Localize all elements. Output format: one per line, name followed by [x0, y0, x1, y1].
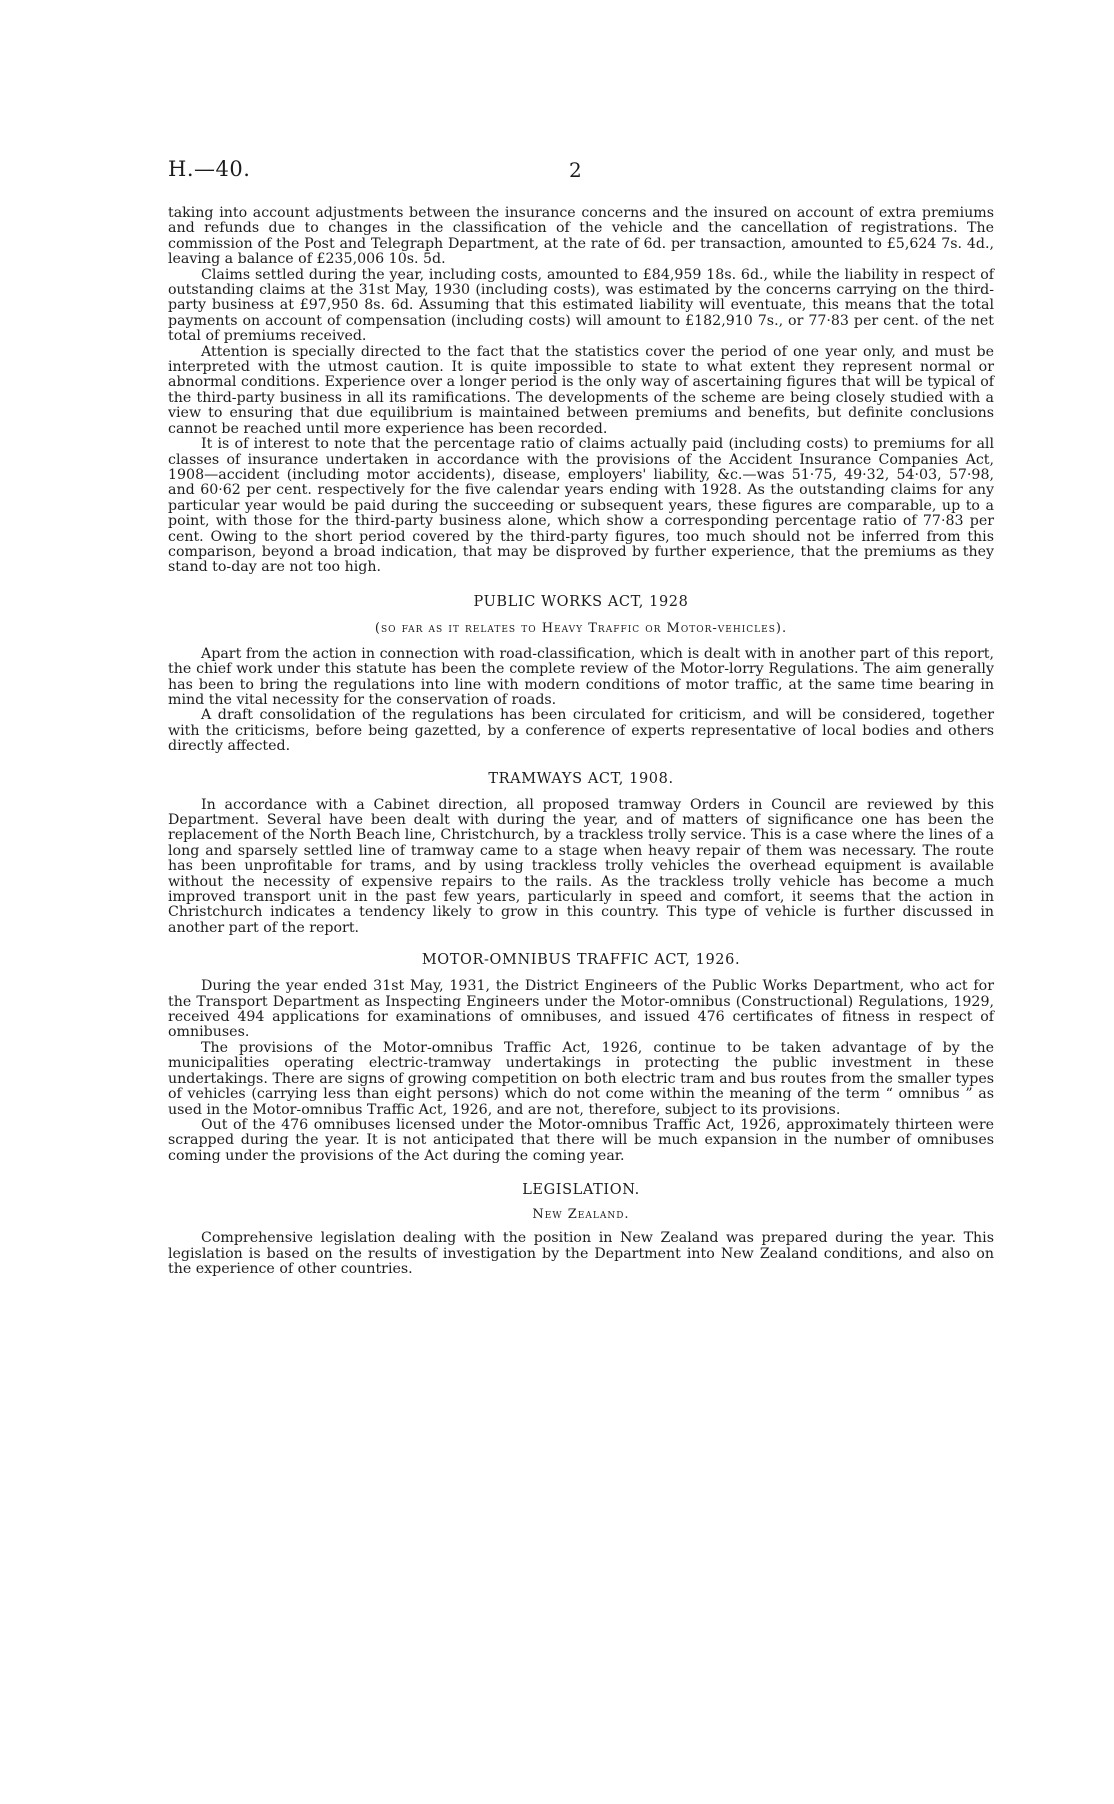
page-number: 2	[569, 158, 582, 182]
subheading-public-works-scope: (so far as it relates to Heavy Traffic or Motor-vehicles).	[374, 620, 788, 636]
heading-motor-omnibus-act: MOTOR-OMNIBUS TRAFFIC ACT, 1926.	[421, 952, 741, 969]
paragraph-draft-consolidation: A draft consolidation of the regulations has been circulated for criticism, and will be considered, together with the criticisms, before being gazetted, by a conference of experts representative of local bodies and others directly affected.	[168, 707, 994, 755]
heading-legislation: LEGISLATION.	[522, 1182, 640, 1199]
document-body	[168, 206, 994, 1277]
subheading-new-zealand: New Zealand.	[532, 1207, 630, 1223]
paragraph-omnibus-examinations: During the year ended 31st May, 1931, the District Engineers of the Public Works Department, who act for the Transport Department as Inspecting Engineers under the Motor-omnibus (Constructional) Regulations, 1929, received 494 applications for examinations of omnibuses, and issued 476 certificates of fitness in respect of omnibuses.	[168, 978, 994, 1041]
paragraph-continuation: taking into account adjustments between the insurance concerns and the insured on account of extra premiums and refunds due to changes in the classification of the vehicle and the cancellation of registrations. The commission of the Post and Telegraph Department, at the rate of 6d. per transaction, amounted to £5,624 7s. 4d., leaving a balance of £235,006 10s. 5d.	[168, 205, 994, 268]
paragraph-percentage-ratio: It is of interest to note that the percentage ratio of claims actually paid (including costs) to premiums for all classes of insurance undertaken in accordance with the provisions of the Accident Insurance Companies Act, 1908—accident (including motor accidents), disease, employers' liability, &c.—was 51·75, 49·32, 54·03, 57·98, and 60·62 per cent. respectively for the five calendar years ending with 1928. As the outstanding claims for any particular year would be paid during the succeeding or subsequent years, these figures are comparable, up to a point, with those for the third-party business alone, which show a corresponding percentage ratio of 77·83 per cent. Owing to the short period covered by the third-party figures, too much should not be inferred from this comparison, beyond a broad indication, that may be disproved by further experience, that the premiums as they stand to-day are not too high.	[168, 436, 994, 576]
paragraph-statistics-caution: Attention is specially directed to the fact that the statistics cover the period of one year only, and must be interpreted with the utmost caution. It is quite impossible to state to what extent they represent normal or abnormal conditions. Experience over a longer period is the only way of ascertaining figures that will be typical of the third-party business in all its ramifications. The developments of the scheme are being closely studied with a view to ensuring that due equilibrium is maintained between premiums and benefits, but definite conclusions cannot be reached until more experience has been recorded.	[168, 343, 994, 437]
paragraph-comprehensive-legislation: Comprehensive legislation dealing with the position in New Zealand was prepared during the year. This legislation is based on the results of investigation by the Department into New Zealand conditions, and also on the experience of other countries.	[168, 1230, 994, 1277]
document-reference: H.—40.	[168, 157, 251, 181]
paragraph-claims-settled: Claims settled during the year, including costs, amounted to £84,959 18s. 6d., while the liability in respect of outstanding claims at the 31st May, 1930 (including costs), was estimated by the concerns carrying on the third-party business at £97,950 8s. 6d. Assuming that this estimated liability will eventuate, this means that the total payments on account of compensation (including costs) will amount to £182,910 7s., or 77·83 per cent. of the net total of premiums received.	[168, 266, 994, 345]
paragraph-omnibus-provisions: The provisions of the Motor-omnibus Traffic Act, 1926, continue to be taken advantage of by the municipalities operating electric-tramway undertakings in protecting the public investment in these undertakings. There are signs of growing competition on both electric tram and bus routes from the smaller types of vehicles (carrying less than eight persons) which do not come within the meaning of the term “ omnibus ” as used in the Motor-omnibus Traffic Act, 1926, and are not, therefore, subject to its provisions.	[168, 1039, 994, 1118]
heading-tramways-act: TRAMWAYS ACT, 1908.	[488, 770, 674, 787]
paragraph-motor-lorry-regulations: Apart from the action in connection with road-classification, which is dealt with in another part of this report, the chief work under this statute has been the complete review of the Motor-lorry Regulations. The aim generally has been to bring the regulations into line with modern conditions of motor traffic, at the same time bearing in mind the vital necessity for the conservation of roads.	[168, 645, 994, 708]
heading-public-works-act: PUBLIC WORKS ACT, 1928	[473, 593, 689, 610]
paragraph-omnibuses-licensed: Out of the 476 omnibuses licensed under the Motor-omnibus Traffic Act, 1926, approximately thirteen were scrapped during the year. It is not anticipated that there will be much expansion in the number of omnibuses coming under the provisions of the Act during the coming year.	[168, 1116, 994, 1164]
paragraph-tramway-orders: In accordance with a Cabinet direction, all proposed tramway Orders in Council are reviewed by this Department. Several have been dealt with during the year, and of matters of significance one has been the replacement of the North Beach line, Christchurch, by a trackless trolly service. This is a case where the lines of a long and sparsely settled line of tramway came to a stage when heavy repair of them was necessary. The route has been unprofitable for trams, and by using trackless trolly vehicles the overhead equipment is available without the necessity of expensive repairs to the rails. As the trackless trolly vehicle has become a much improved transport unit in the past few years, particularly in speed and comfort, it seems that the action in Christchurch indicates a tendency likely to grow in this country. This type of vehicle is further discussed in another part of the report.	[168, 796, 994, 936]
